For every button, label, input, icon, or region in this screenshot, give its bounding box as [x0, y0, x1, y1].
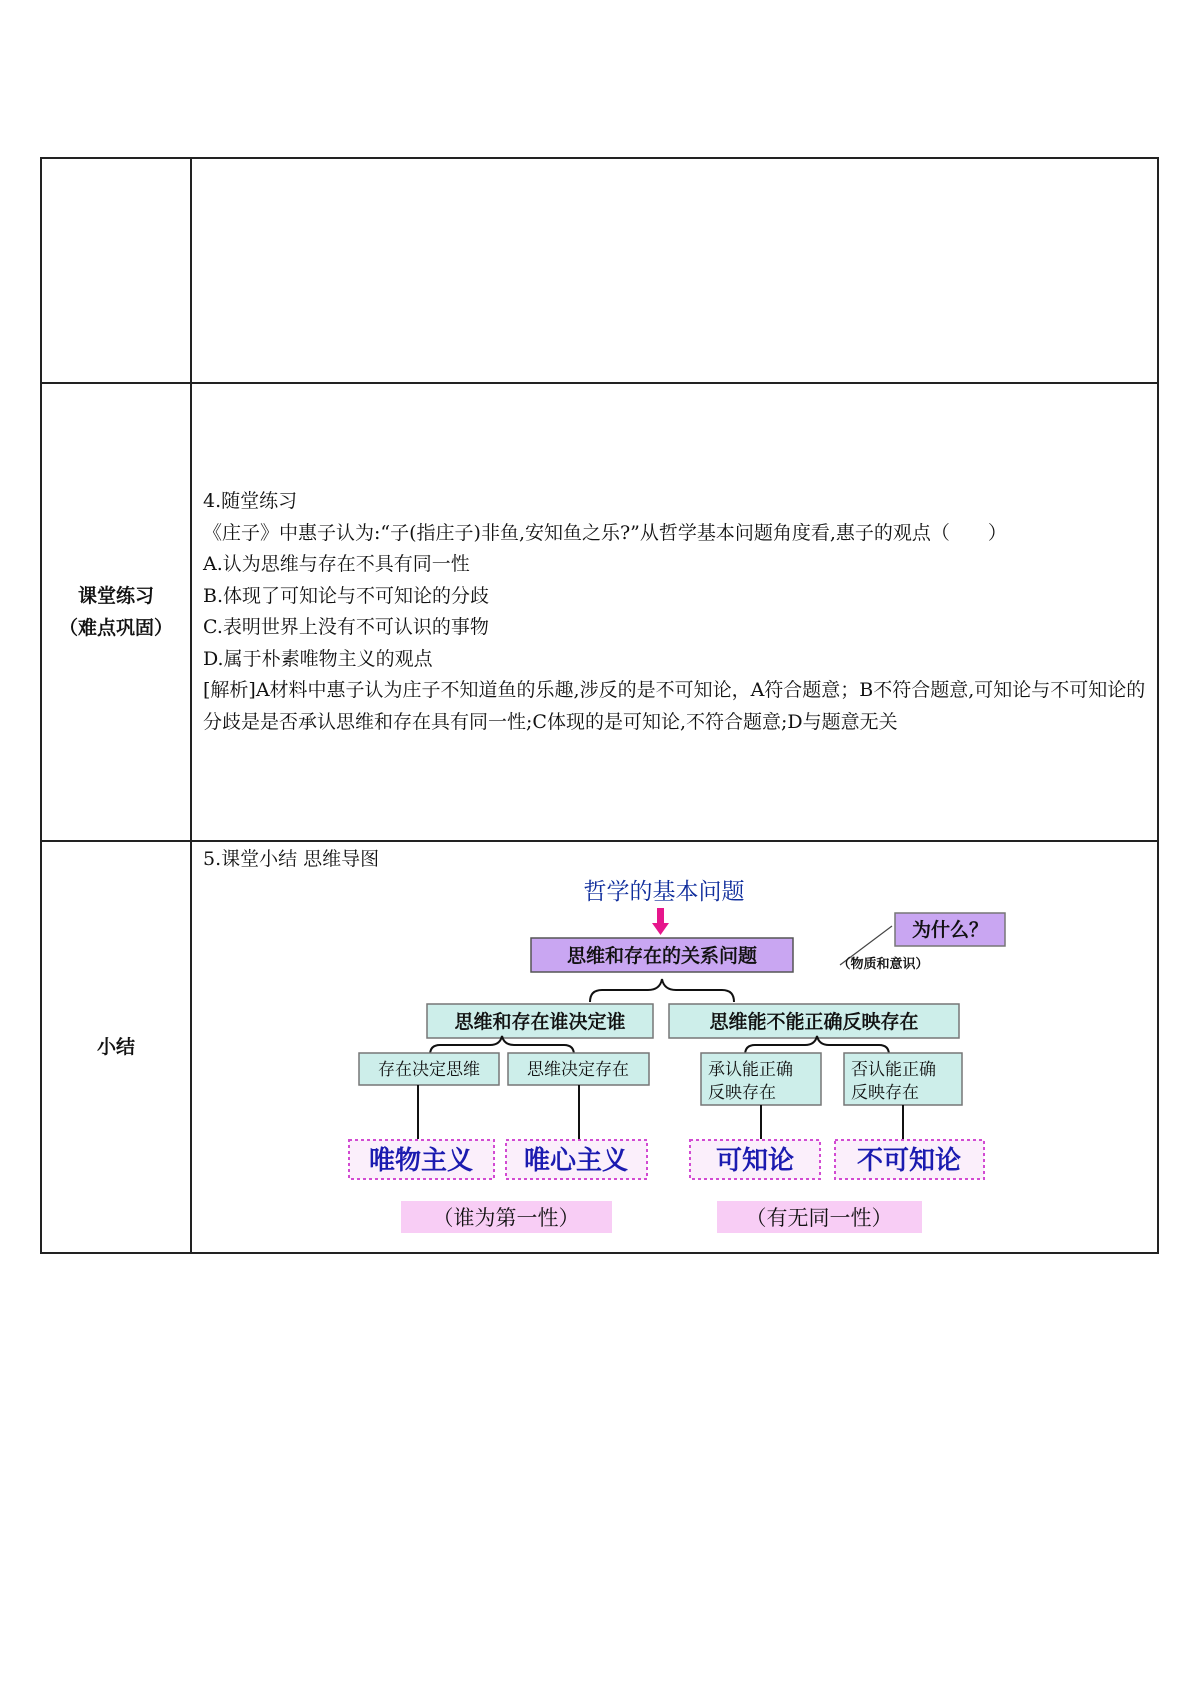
branch-right-box	[669, 1004, 959, 1038]
blank-content-cell	[191, 158, 1158, 383]
note-left-label: （谁为第一性）	[432, 1206, 580, 1230]
practice-sublabel: （难点巩固）	[58, 617, 173, 639]
summary-wrap	[192, 842, 1157, 1252]
leaf-1-label: 存在决定思维	[378, 1060, 480, 1080]
leaf-4-box	[844, 1053, 962, 1105]
result-2-label: 唯心主义	[523, 1146, 629, 1176]
option-c: C.表明世界上没有不可认识的事物	[203, 616, 489, 638]
leaf-4-label-line1: 否认能正确	[851, 1060, 936, 1080]
summary-row	[41, 841, 1158, 1253]
option-d: D.属于朴素唯物主义的观点	[203, 647, 433, 670]
leaf-3-box	[701, 1053, 821, 1105]
result-3-label: 可知论	[715, 1146, 795, 1176]
result-2-box	[506, 1140, 647, 1179]
left-brace	[430, 1036, 574, 1055]
note-left-box	[401, 1201, 612, 1233]
mind-map	[192, 842, 1159, 1252]
right-brace	[745, 1036, 889, 1055]
mindmap-title: 哲学的基本问题	[583, 879, 745, 905]
question-box-label: 为什么？	[911, 919, 989, 941]
option-a: A.认为思维与存在不具有同一性	[203, 553, 470, 575]
core-box-label: 思维和存在的关系问题	[566, 945, 758, 967]
blank-row	[41, 158, 1158, 383]
summary-label: 小结	[96, 1036, 135, 1058]
option-b: B.体现了可知论与不可知论的分歧	[203, 584, 490, 607]
core-box	[531, 938, 793, 972]
question-note: （物质和意识）	[837, 957, 929, 972]
result-4-label: 不可知论	[856, 1146, 962, 1176]
branch-left-label: 思维和存在谁决定谁	[454, 1011, 626, 1033]
result-3-box	[690, 1140, 820, 1179]
practice-heading: 4.随堂练习	[203, 490, 298, 512]
leaf-1-box	[359, 1053, 499, 1085]
question-box	[895, 913, 1005, 946]
question-text: 《庄子》中惠子认为:“子(指庄子)非鱼,安知鱼之乐?”从哲学基本问题角度看,惠子的观点（ ）	[203, 521, 1007, 544]
result-4-box	[835, 1140, 984, 1179]
blank-label-cell	[41, 158, 191, 383]
branch-left-box	[427, 1004, 653, 1038]
analysis-text: [解析]A材料中惠子认为庄子不知道鱼的乐趣,涉反的是不可知论，A符合题意；B不符合题意,可知论与不可知论的分歧是是否承认思维和存在具有同一性;C体现的是可知论,不符合题意;D与题意无关	[203, 679, 1146, 733]
result-1-box	[349, 1140, 494, 1179]
note-right-label: （有无同一性）	[745, 1206, 893, 1230]
summary-content-cell	[191, 841, 1158, 1253]
practice-text	[192, 486, 1157, 738]
leaf-2-label: 思维决定存在	[527, 1060, 629, 1080]
result-1-label: 唯物主义	[368, 1146, 474, 1176]
leaf-3-label-line2: 反映存在	[708, 1083, 776, 1103]
leaf-4-label-line2: 反映存在	[851, 1083, 919, 1103]
summary-heading: 5.课堂小结 思维导图	[203, 848, 380, 870]
branch-right-label: 思维能不能正确反映存在	[709, 1011, 919, 1033]
summary-label-cell	[41, 841, 191, 1253]
leaf-2-box	[508, 1053, 649, 1085]
practice-row	[41, 383, 1158, 841]
leaf-3-label-line1: 承认能正确	[708, 1060, 793, 1080]
note-right-box	[717, 1201, 922, 1233]
practice-label: 课堂练习	[77, 585, 154, 607]
practice-label-cell	[41, 383, 191, 841]
lesson-table	[40, 157, 1159, 1254]
down-arrow-icon	[652, 908, 669, 935]
core-brace	[590, 979, 734, 1002]
practice-content-cell	[191, 383, 1158, 841]
